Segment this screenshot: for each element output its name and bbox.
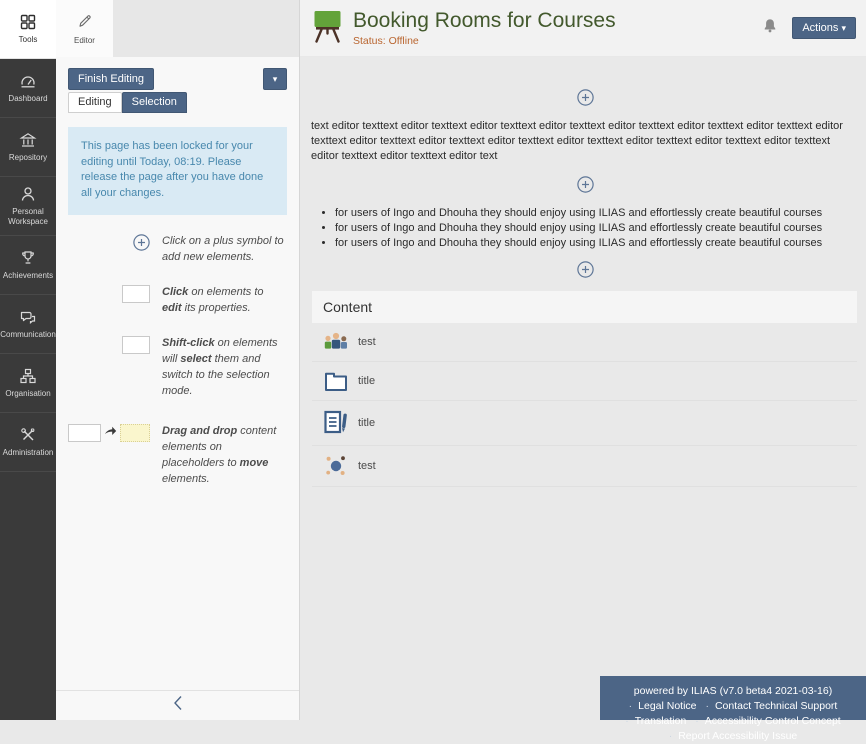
list-item: • for users of Ingo and Dhouha they should enjoy using ILIAS and effortlessly create beautiful courses bbox=[335, 236, 860, 251]
add-element-button[interactable] bbox=[577, 261, 594, 278]
collapse-slate-button[interactable] bbox=[56, 690, 299, 720]
content-item-label: title bbox=[358, 417, 376, 430]
sidebar-item-repository[interactable] bbox=[0, 118, 56, 177]
mode-tabs bbox=[68, 92, 287, 113]
session-icon bbox=[322, 454, 350, 478]
slate-body bbox=[56, 57, 299, 488]
sidebar-item-tools[interactable] bbox=[0, 0, 56, 59]
content-item-folder[interactable] bbox=[312, 362, 857, 401]
powered-by: powered by ILIAS (v7.0 beta4 2021-03-16) bbox=[633, 685, 833, 697]
tools-grid-icon bbox=[19, 13, 37, 31]
add-element-button[interactable] bbox=[577, 176, 594, 193]
footer-separator: · bbox=[628, 700, 633, 712]
list-block[interactable] bbox=[311, 206, 860, 251]
sidebar-item-organisation[interactable] bbox=[0, 354, 56, 413]
finish-editing-dropdown-button[interactable]: ▾ bbox=[263, 68, 287, 90]
chevron-left-icon bbox=[173, 695, 183, 716]
footer-link-translation[interactable]: Translation bbox=[634, 715, 687, 727]
help-text: Click on elements to edit its properties. bbox=[162, 286, 264, 315]
notification-bell-icon[interactable] bbox=[763, 18, 777, 38]
element-box-demo bbox=[122, 285, 150, 303]
footer-link-contact-support[interactable]: Contact Technical Support bbox=[714, 700, 838, 712]
tab-editor-label: Editor bbox=[74, 35, 95, 45]
sidebar-item-label: Achievements bbox=[2, 271, 54, 281]
list-item: • for users of Ingo and Dhouha they should enjoy using ILIAS and effortlessly create beautiful courses bbox=[335, 206, 860, 221]
help-item-drag-drop bbox=[68, 424, 287, 488]
editor-slate bbox=[56, 0, 300, 720]
main-area bbox=[300, 0, 866, 742]
tab-selection[interactable]: Selection bbox=[122, 92, 187, 113]
add-element-button[interactable] bbox=[577, 89, 594, 106]
sidebar-item-personal-workspace[interactable] bbox=[0, 177, 56, 236]
paragraph-block[interactable]: text editor texttext editor texttext editor texttext editor texttext editor texttext editor texttext editor texttext editor texttext editor texttext editor texttext editor texttext editor texttext editor texttext editor texttext editor texttext editor texttext editor texttext editor text bbox=[311, 120, 843, 162]
chat-bubbles-icon bbox=[19, 308, 37, 326]
help-text: Shift-click on elements will select them and switch to the selection mode. bbox=[162, 337, 278, 397]
content-item-session[interactable] bbox=[312, 446, 857, 487]
sidebar-item-label: Administration bbox=[2, 448, 54, 458]
page-content bbox=[300, 57, 866, 676]
sidebar-item-label: Dashboard bbox=[8, 94, 48, 104]
content-panel bbox=[312, 291, 857, 487]
sidebar-item-administration[interactable] bbox=[0, 413, 56, 472]
page-title: Booking Rooms for Courses bbox=[353, 9, 616, 33]
content-item-exercise[interactable] bbox=[312, 401, 857, 446]
sidebar-item-communication[interactable] bbox=[0, 295, 56, 354]
list-item: • for users of Ingo and Dhouha they should enjoy using ILIAS and effortlessly create beautiful courses bbox=[335, 221, 860, 236]
course-icon bbox=[312, 8, 343, 49]
folder-icon bbox=[322, 370, 350, 392]
add-element-row bbox=[311, 250, 860, 278]
sidebar-item-achievements[interactable] bbox=[0, 236, 56, 295]
help-item-shift-click bbox=[68, 336, 287, 400]
plus-icon bbox=[133, 234, 150, 256]
drag-arrow-icon bbox=[104, 424, 117, 442]
tab-editor[interactable] bbox=[56, 0, 113, 57]
lock-message: This page has been locked for your editing until Today, 08:19. Please release the page after you have done all your changes. bbox=[68, 127, 287, 215]
caret-down-icon: ▾ bbox=[841, 23, 846, 33]
footer-separator: · bbox=[668, 730, 673, 742]
help-item-add bbox=[68, 234, 287, 266]
footer-separator: · bbox=[695, 715, 699, 727]
page-header bbox=[300, 0, 866, 57]
footer-link-legal-notice[interactable]: Legal Notice bbox=[638, 700, 697, 712]
sidebar-item-label: Personal Workspace bbox=[8, 207, 48, 226]
course-group-icon bbox=[322, 331, 350, 353]
footer-link-accessibility-concept[interactable]: Accessibility Control Concept bbox=[704, 715, 841, 727]
element-box-demo bbox=[122, 336, 150, 354]
add-element-row bbox=[311, 57, 860, 106]
sidebar-item-label: Organisation bbox=[5, 389, 51, 399]
element-box-demo bbox=[68, 424, 101, 442]
person-icon bbox=[19, 185, 37, 203]
help-item-click bbox=[68, 285, 287, 317]
footer-links bbox=[600, 699, 866, 744]
main-rail bbox=[0, 0, 56, 720]
content-item-course[interactable] bbox=[312, 323, 857, 362]
help-text: Drag and drop content elements on placeholders to move elements. bbox=[162, 424, 277, 485]
dashboard-icon bbox=[19, 72, 37, 90]
content-section-title: Content bbox=[312, 291, 857, 323]
finish-editing-row bbox=[68, 68, 287, 90]
sidebar-item-label: Repository bbox=[8, 153, 48, 163]
ilias-version-link[interactable]: ILIAS (v7.0 beta4 2021-03-16) bbox=[690, 685, 833, 697]
footer-separator: · bbox=[625, 715, 629, 727]
editor-help-legend bbox=[68, 234, 287, 487]
repository-icon bbox=[19, 131, 37, 149]
slate-tabbar bbox=[56, 0, 299, 57]
help-text: Click on a plus symbol to add new elements. bbox=[162, 235, 284, 264]
sidebar-item-dashboard[interactable] bbox=[0, 59, 56, 118]
content-item-label: test bbox=[358, 460, 376, 473]
status-badge: Status: Offline bbox=[353, 34, 419, 47]
pencil-icon bbox=[77, 13, 93, 31]
crossed-tools-icon bbox=[19, 426, 37, 444]
sidebar-item-label: Communication bbox=[0, 330, 56, 340]
tab-editing[interactable]: Editing bbox=[68, 92, 122, 113]
title-wrap bbox=[353, 9, 763, 46]
page-footer bbox=[600, 676, 866, 742]
org-chart-icon bbox=[19, 367, 37, 385]
trophy-icon bbox=[19, 249, 37, 267]
content-item-label: title bbox=[358, 375, 376, 388]
footer-link-report-accessibility[interactable]: Report Accessibility Issue bbox=[678, 730, 798, 742]
finish-editing-button[interactable]: Finish Editing bbox=[68, 68, 154, 90]
footer-separator: · bbox=[705, 700, 709, 712]
content-item-label: test bbox=[358, 336, 376, 349]
sidebar-item-label: Tools bbox=[18, 35, 38, 45]
actions-button[interactable]: Actions ▾ bbox=[792, 17, 856, 39]
exercise-icon bbox=[322, 409, 350, 437]
placeholder-box-demo bbox=[120, 424, 150, 442]
add-element-row bbox=[311, 164, 860, 193]
